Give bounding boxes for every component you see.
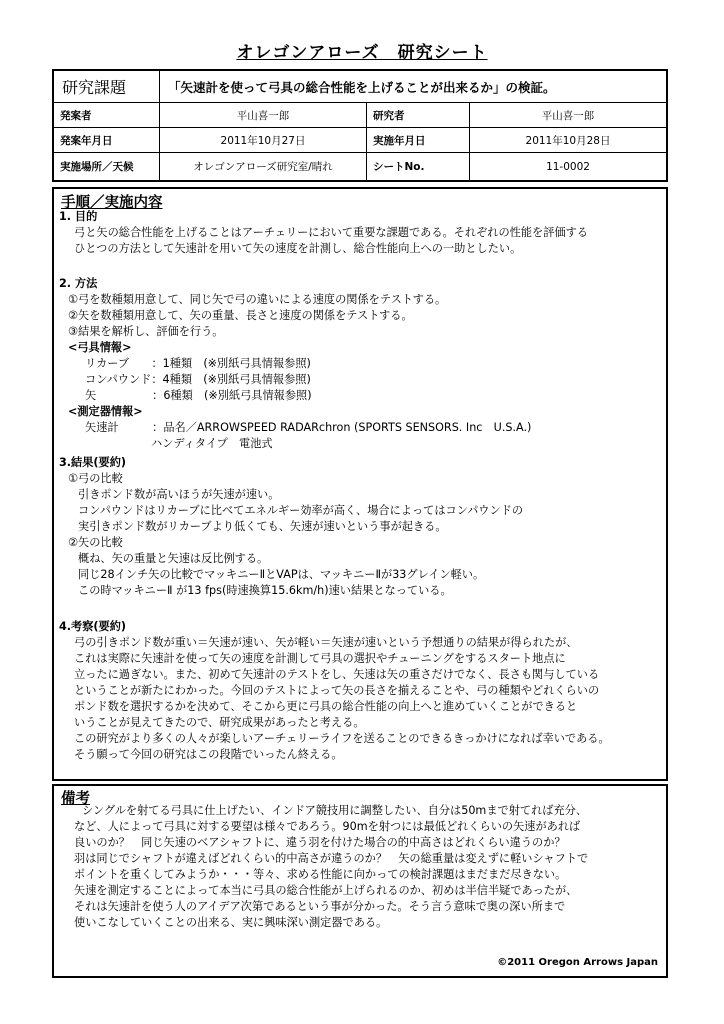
subject-label: 研究課題 [54, 71, 160, 102]
body-line: 弓と矢の総合性能を上げることはアーチェリーにおいて重要な課題である。それぞれの性能を評価する [74, 226, 588, 239]
discussion-heading: 4.考察(要約) [59, 620, 127, 633]
notes-heading: 備考 [61, 791, 90, 807]
method-heading: 2. 方法 [59, 277, 98, 290]
device-info-heading: <測定器情報> [68, 405, 143, 418]
body-line: そう願って今回の研究はこの段階でいったん終える。 [74, 748, 343, 761]
body-line: 同じ28インチ矢の比較でマッキニーⅡとVAPは、マッキニーⅡが33グレイン軽い。 [78, 568, 485, 581]
body-line: この時マッキニーⅡ が13 fps(時速換算15.6km/h)速い結果となっている。 [78, 584, 452, 597]
body-line: ②矢を数種類用意して、矢の重量、長さと速度の関係をテストする。 [68, 309, 413, 322]
copyright: ©2011 Oregon Arrows Japan [497, 957, 658, 968]
proposal-date-label: 発案年月日 [54, 128, 160, 152]
body-line: コンパウンド：4種類 (※別紙弓具情報参照) [85, 373, 311, 386]
header-row-dates [54, 128, 666, 153]
body-line: いうことが見えてきたので、研究成果があったと考える。 [74, 716, 365, 729]
page-title: オレゴンアローズ 研究シート [236, 43, 488, 63]
body-line: ①弓を数種類用意して、同じ矢で弓の違いによる速度の関係をテストする。 [68, 293, 447, 306]
subject-value: 「矢速計を使って弓具の総合性能を上げることが出来るか」の検証。 [168, 79, 556, 95]
notes-line: 羽は同じでシャフトが違えばどれくらい的中高さが違うのか？ 矢の総重量は変えずに軽いシャフトで [74, 852, 589, 865]
researcher-label: 研究者 [367, 103, 470, 127]
header-row-people [54, 103, 666, 128]
header-table [52, 69, 668, 182]
notes-section [52, 784, 668, 978]
sheet-no-label: シートNo. [367, 153, 470, 180]
place-value: オレゴンアローズ研究室/晴れ [160, 153, 367, 180]
place-label: 実施場所／天候 [54, 153, 160, 180]
result-heading: 3.結果(要約) [59, 456, 127, 469]
body-line: これは実際に矢速計を使って矢の速度を計測して弓具の選択やチューニングをするスタート地点に [74, 652, 566, 665]
body-line: ひとつの方法として矢速計を用いて矢の速度を計測し、総合性能向上への一助としたい。 [74, 242, 522, 255]
sheet-no-value: 11-0002 [546, 160, 590, 173]
proposer-label: 発案者 [54, 103, 160, 127]
proposal-date-value: 2011年10月27日 [160, 128, 367, 152]
notes-line: 矢速を測定することによって本当に弓具の総合性能が上げられるのか、初めは半信半疑であったが、 [74, 884, 578, 897]
execution-date-label: 実施年月日 [367, 128, 470, 152]
execution-date-value: 2011年10月28日 [525, 134, 611, 147]
body-line: 矢 ：6種類 (※別紙弓具情報参照) [85, 389, 312, 402]
header-row-subject [54, 71, 666, 103]
notes-line: シングルを射てる弓具に仕上げたい、インドア競技用に調整したい、自分は50mまで射てれば充分、 [82, 804, 588, 817]
body-line: ①弓の比較 [68, 472, 123, 485]
body-line: ということが新たにわかった。今回のテストによって矢の長さを揃えることや、弓の種類やどれくらいの [74, 684, 600, 697]
body-line: リカーブ ：1種類 (※別紙弓具情報参照) [85, 357, 311, 370]
body-line: 概ね、矢の重量と矢速は反比例する。 [78, 552, 269, 565]
bow-info-heading: <弓具情報> [68, 341, 132, 354]
body-line: ③結果を解析し、評価を行う。 [68, 325, 224, 338]
notes-line: それは矢速計を使う人のアイデア次第であるという事が分かった。そう言う意味で奥の深い所まで [74, 900, 566, 913]
body-line: ②矢の比較 [68, 536, 123, 549]
body-line: 矢速計 ：品名／ARROWSPEED RADARchron (SPORTS SENSORS. Inc U.S.A.) [85, 421, 532, 434]
body-line: 立ったに過ぎない。また、初めて矢速計のテストをし、矢速は矢の重さだけでなく、長さも関与している [74, 668, 600, 681]
body-line: ハンディタイプ 電池式 [151, 437, 273, 450]
notes-line: ポイントを重くしてみようか・・・等々、求める性能に向かっての検討課題はまだまだ尽きない。 [74, 868, 567, 881]
body-line: 実引きポンド数がリカーブより低くても、矢速が速いという事が起きる。 [78, 520, 447, 533]
body-line: コンパウンドはリカーブに比べてエネルギー効率が高く、場合によってはコンパウンドの [78, 504, 524, 517]
notes-line: 使いこなしていくことの出来る、実に興味深い測定器である。 [74, 916, 388, 929]
notes-line: 良いのか？ 同じ矢速のベアシャフトに、違う羽を付けた場合の的中高さはどれくらい違うのか？ [74, 836, 566, 849]
header-row-place [54, 153, 666, 180]
body-line: 引きポンド数が高いほうが矢速が速い。 [78, 488, 280, 501]
proposer-value: 平山喜一郎 [160, 103, 367, 127]
procedure-heading: 手順／実施内容 [61, 195, 163, 211]
procedure-section [52, 187, 668, 781]
body-line: ポンド数を選択するかを決めて、そこから更に弓具の総合性能の向上へと進めていくことができると [74, 700, 578, 713]
body-line: 弓の引きポンド数が重い＝矢速が速い、矢が軽い＝矢速が速いという予想通りの結果が得られたが、 [74, 636, 578, 649]
purpose-heading: 1. 目的 [59, 210, 98, 223]
notes-line: など、人によって弓具に対する要望は様々であろう。90mを射つには最低どれくらいの矢速があれば [74, 820, 581, 833]
body-line: この研究がより多くの人々が楽しいアーチェリーライフを送ることのできるきっかけになれば幸いである。 [74, 732, 610, 745]
researcher-value: 平山喜一郎 [541, 109, 595, 122]
